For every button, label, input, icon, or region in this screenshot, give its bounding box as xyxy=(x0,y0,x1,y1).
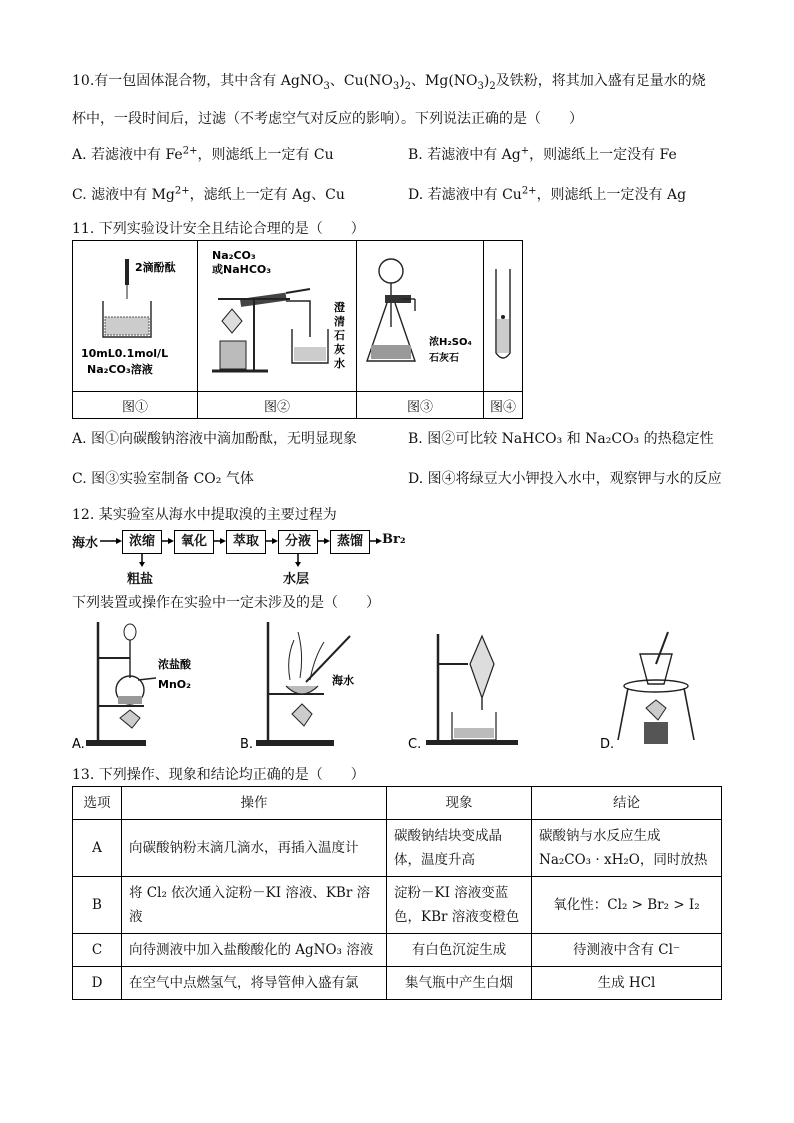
q13-table xyxy=(72,786,722,1000)
svg-text:A.: A. xyxy=(72,737,85,752)
flow-step-2: 氧化 xyxy=(174,530,214,554)
q11-figure-table xyxy=(72,240,523,419)
q10-text-a: 10.有一包固体混合物，其中含有 AgNO xyxy=(72,73,324,89)
flow-step-3: 萃取 xyxy=(226,530,266,554)
q11-stem: 11. 下列实验设计安全且结论合理的是（ ） xyxy=(72,221,365,237)
fig1-cell xyxy=(73,241,198,392)
q12-stem: 12. 某实验室从海水中提取溴的主要过程为 xyxy=(72,507,337,523)
fig1-caption: 图① xyxy=(73,392,198,419)
flow-step-1: 浓缩 xyxy=(122,530,162,554)
q13-phenomenon: 淀粉－KI 溶液变蓝色，KBr 溶液变橙色 xyxy=(387,877,532,934)
q13-operation: 将 Cl₂ 依次通入淀粉－KI 溶液、KBr 溶液 xyxy=(122,877,387,934)
q10-line1: 10.有一包固体混合物，其中含有 AgNO$_3$、$Cu(NO_3)_2$、$Mg(NO_3)_2$及铁粉，将其加入盛有足量水的烧 xyxy=(72,73,706,92)
fig4-caption: 图④ xyxy=(484,392,523,419)
svg-text:石灰石: 石灰石 xyxy=(429,353,459,364)
svg-text:B.: B. xyxy=(240,737,254,752)
q13-operation: 在空气中点燃氢气，将导管伸入盛有氯 xyxy=(122,967,387,1000)
q13-header: 操作 xyxy=(122,787,387,820)
q10-option-a: A. 若滤液中有 $Fe^{2+}$，则滤纸上一定有 Cu xyxy=(72,145,334,163)
q10-option-b: B. 若滤液中有 Ag+，则滤纸上一定没有 Fe xyxy=(408,145,677,163)
q13-header: 现象 xyxy=(387,787,532,820)
q13-phenomenon: 集气瓶中产生白烟 xyxy=(387,967,532,1000)
svg-text:Na₂CO₃: Na₂CO₃ xyxy=(212,249,256,262)
flow-step-4: 分液 xyxy=(278,530,318,554)
table-row xyxy=(73,967,722,1000)
q13-phenomenon: 碳酸钠结块变成晶体，温度升高 xyxy=(387,820,532,877)
fig3-cell xyxy=(357,241,484,392)
svg-text:水: 水 xyxy=(334,357,345,370)
svg-text:浓盐酸: 浓盐酸 xyxy=(158,658,191,671)
q11-option-b: B. 图②可比较 NaHCO₃ 和 Na₂CO₃ 的热稳定性 xyxy=(408,431,714,447)
svg-text:灰: 灰 xyxy=(334,343,345,356)
q10-line2: 杯中，一段时间后，过滤（不考虑空气对反应的影响）。下列说法正确的是（ ） xyxy=(72,111,583,127)
q13-key: D xyxy=(73,967,122,1000)
fig3-flask-drawing xyxy=(357,241,483,387)
svg-text:C.: C. xyxy=(408,737,422,752)
q13-header: 结论 xyxy=(532,787,722,820)
flow-end: Br₂ xyxy=(382,532,406,547)
q13-operation: 向碳酸钠粉末滴几滴水，再插入温度计 xyxy=(122,820,387,877)
fig2-cell xyxy=(198,241,357,392)
flow-start: 海水 xyxy=(72,536,99,551)
q12-apparatus-c xyxy=(408,624,528,752)
q13-header: 选项 xyxy=(73,787,122,820)
table-row xyxy=(73,877,722,934)
q10-option-d: D. 若滤液中有 $Cu^{2+}$，则滤纸上一定没有 Ag xyxy=(408,185,687,203)
svg-text:2滴酚酞: 2滴酚酞 xyxy=(135,261,176,274)
q10-text-c: 、Mg xyxy=(411,73,449,89)
fig4-cell xyxy=(484,241,523,392)
q12-apparatus-b xyxy=(238,618,378,752)
q10-text-b: 、Cu xyxy=(329,73,364,89)
q13-header-row xyxy=(73,787,722,820)
q12-apparatus-a xyxy=(72,618,202,752)
svg-text:MnO₂: MnO₂ xyxy=(158,678,191,691)
svg-text:Na₂CO₃溶液: Na₂CO₃溶液 xyxy=(87,363,153,376)
svg-text:石: 石 xyxy=(334,329,345,342)
q12-flow-diagram xyxy=(72,528,406,588)
fig2-caption: 图② xyxy=(198,392,357,419)
fig3-caption: 图③ xyxy=(357,392,484,419)
table-row xyxy=(73,820,722,877)
q13-conclusion: 生成 HCl xyxy=(532,967,722,1000)
q11-option-c: C. 图③实验室制备 CO₂ 气体 xyxy=(72,471,254,487)
q13-phenomenon: 有白色沉淀生成 xyxy=(387,934,532,967)
q13-operation: 向待测液中加入盐酸酸化的 AgNO₃ 溶液 xyxy=(122,934,387,967)
svg-text:浓H₂SO₄: 浓H₂SO₄ xyxy=(429,337,472,348)
fig4-testtube-drawing xyxy=(484,241,522,387)
svg-text:D.: D. xyxy=(600,737,615,752)
q12-apparatus-d xyxy=(600,624,710,752)
q12-question: 下列装置或操作在实验中一定未涉及的是（ ） xyxy=(72,595,380,611)
q13-stem: 13. 下列操作、现象和结论均正确的是（ ） xyxy=(72,767,365,783)
q13-conclusion: 碳酸钠与水反应生成 Na₂CO₃ · xH₂O，同时放热 xyxy=(532,820,722,877)
fig1-beaker-drawing xyxy=(73,241,197,387)
q13-conclusion: 氧化性：Cl₂ > Br₂ > I₂ xyxy=(532,877,722,934)
svg-text:10mL0.1mol/L: 10mL0.1mol/L xyxy=(81,347,169,360)
flow-step-5: 蒸馏 xyxy=(330,530,370,554)
q11-option-a: A. 图①向碳酸钠溶液中滴加酚酞，无明显现象 xyxy=(72,431,358,447)
svg-text:海水: 海水 xyxy=(332,674,354,687)
q11-option-d: D. 图④将绿豆大小钾投入水中，观察钾与水的反应 xyxy=(408,471,722,487)
q10-text-d: 及铁粉，将其加入盛有足量水的烧 xyxy=(495,73,706,89)
q10-option-c: C. 滤液中有 $Mg^{2+}$，滤纸上一定有 Ag、Cu xyxy=(72,185,345,203)
fig2-heating-drawing xyxy=(198,241,356,387)
q13-key: B xyxy=(73,877,122,934)
svg-text:澄: 澄 xyxy=(334,301,345,314)
table-row xyxy=(73,934,722,967)
q13-key: C xyxy=(73,934,122,967)
svg-text:清: 清 xyxy=(334,315,345,328)
flow-under-2: 水层 xyxy=(283,572,310,587)
q13-conclusion: 待测液中含有 Cl⁻ xyxy=(532,934,722,967)
flow-under-1: 粗盐 xyxy=(127,572,154,587)
svg-text:或NaHCO₃: 或NaHCO₃ xyxy=(212,263,272,276)
q13-key: A xyxy=(73,820,122,877)
